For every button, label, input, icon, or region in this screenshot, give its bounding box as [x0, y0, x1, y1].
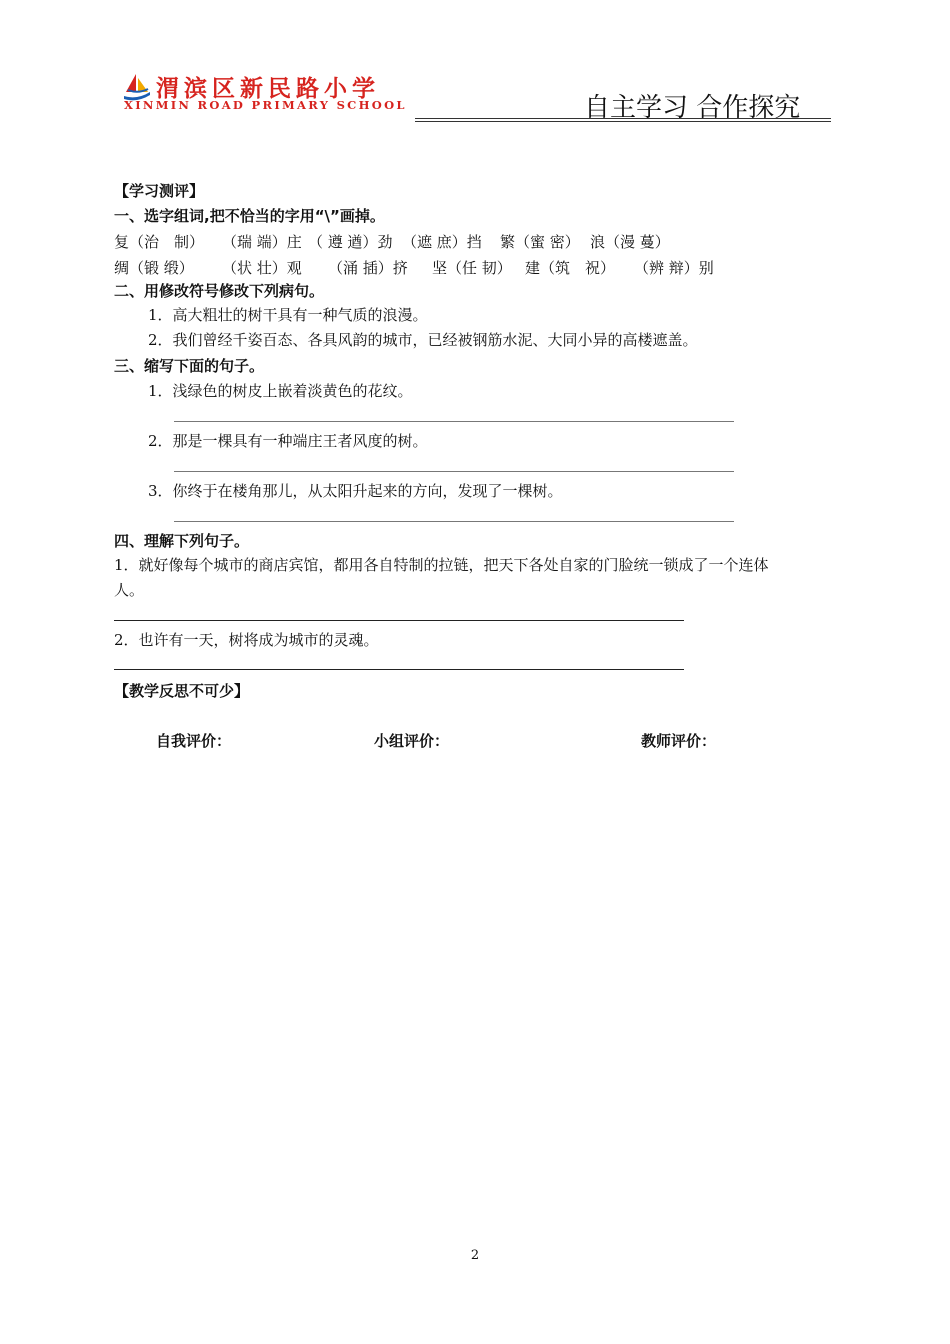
- question-2-item: 1．高大粗壮的树干具有一种气质的浪漫。: [148, 306, 428, 324]
- reflection-title: 【教学反思不可少】: [114, 682, 250, 700]
- header-divider: [415, 118, 831, 119]
- answer-line[interactable]: [174, 471, 734, 472]
- word-choice: （状 壮）观: [222, 259, 302, 277]
- question-2-title: 二、用修改符号修改下列病句。: [114, 282, 325, 300]
- question-2-item: 2．我们曾经千姿百态、各具风韵的城市，已经被钢筋水泥、大同小异的高楼遮盖。: [148, 331, 698, 349]
- section-title: 【学习测评】: [114, 182, 205, 200]
- self-evaluation-label: 自我评价：: [156, 732, 232, 750]
- page-number: 2: [470, 1248, 480, 1263]
- word-choice: 繁（蜜 密）: [500, 233, 580, 251]
- question-3-item: 2．那是一棵具有一种端庄王者风度的树。: [148, 432, 428, 450]
- question-3-item: 1．浅绿色的树皮上嵌着淡黄色的花纹。: [148, 382, 413, 400]
- question-3-title: 三、缩写下面的句子。: [114, 357, 265, 375]
- word-choice: （涌 插）挤: [328, 259, 408, 277]
- word-choice: 建（筑 祝）: [525, 259, 616, 277]
- word-choice: 浪（漫 蔓）: [590, 233, 670, 251]
- word-choice: （瑞 端）庄: [222, 233, 302, 251]
- school-name-en: XINMIN ROAD PRIMARY SCHOOL: [124, 98, 407, 112]
- teacher-evaluation-label: 教师评价：: [641, 732, 717, 750]
- header-slogan: 自主学习 合作探究: [584, 93, 801, 123]
- word-choice: 坚（任 韧）: [432, 259, 512, 277]
- question-1-title: 一、选字组词,把不恰当的字用“\”画掉。: [114, 207, 385, 225]
- answer-line[interactable]: [114, 669, 684, 670]
- school-name-cn: 渭滨区新民路小学: [156, 75, 380, 102]
- question-4-title: 四、理解下列句子。: [114, 532, 250, 550]
- word-choice: 复（治 制）: [114, 233, 205, 251]
- group-evaluation-label: 小组评价：: [374, 732, 450, 750]
- header-divider-secondary: [415, 121, 831, 122]
- word-choice: 绸（锻 缎）: [114, 259, 194, 277]
- question-4-item-continued: 人。: [114, 581, 145, 599]
- word-choice: （辨 辩）别: [634, 259, 714, 277]
- word-choice: （ 遵 遒）劲: [308, 233, 393, 251]
- answer-line[interactable]: [174, 521, 734, 522]
- school-logo: [120, 66, 420, 118]
- word-choice: （遮 庶）挡: [402, 233, 482, 251]
- question-3-item: 3．你终于在楼角那儿，从太阳升起来的方向，发现了一棵树。: [148, 482, 563, 500]
- question-4-item: 1．就好像每个城市的商店宾馆，都用各自特制的拉链，把天下各处自家的门脸统一锁成了一个连体: [114, 556, 769, 574]
- answer-line[interactable]: [114, 620, 684, 621]
- answer-line[interactable]: [174, 421, 734, 422]
- question-4-item: 2．也许有一天，树将成为城市的灵魂。: [114, 631, 379, 649]
